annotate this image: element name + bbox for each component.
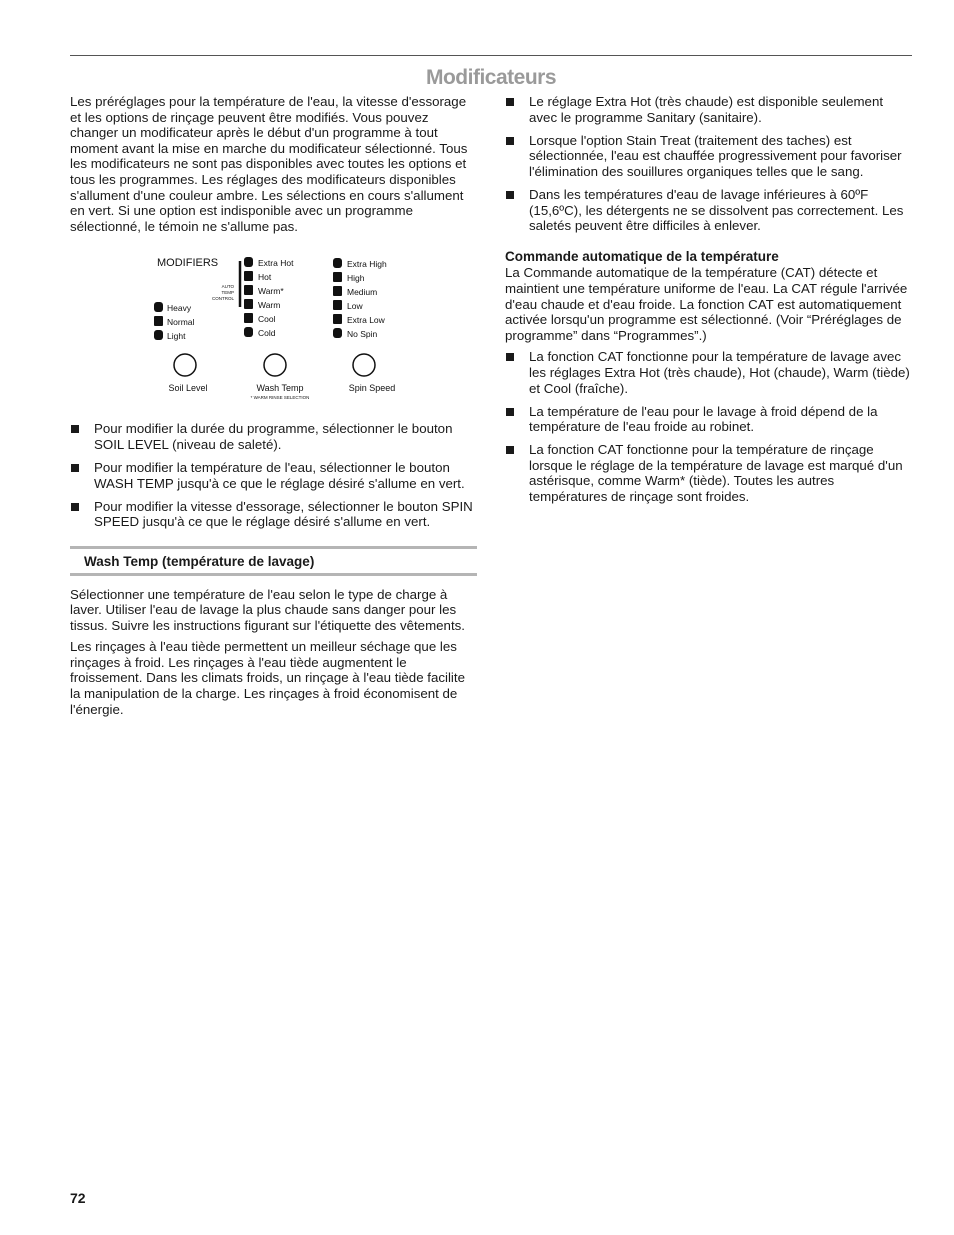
led-spin-medium [333,286,342,296]
bullet-square-icon [506,98,514,106]
led-temp-warm-star [244,285,253,295]
led-temp-cool [244,313,253,323]
temperature-notes-list [505,94,912,234]
soil-option-normal: Normal [167,317,195,328]
list-item: Lorsque l'option Stain Treat (traitement des taches) est sélectionnée, l'eau est chauffée progressivement pour favoriser l'élimination des souillures organiques telles que le sang. [505,133,912,180]
spin-speed-button-icon [353,354,375,376]
led-temp-warm [244,299,253,309]
temp-option-cool: Cool [258,314,276,325]
temp-option-warm-star: Warm* [258,286,284,297]
list-item: Pour modifier la température de l'eau, sélectionner le bouton WASH TEMP jusqu'à ce que le réglage désiré s'allume en vert. [70,460,477,491]
led-soil-light [154,330,163,340]
bullet-square-icon [506,353,514,361]
cat-paragraph: La Commande automatique de la température (CAT) détecte et maintient une température uniforme de l'eau. La CAT régule l'arrivée d'eau chaude et d'eau froide. La fonction CAT est automatiquement activée lorsqu'un programme est sélectionné. (Voir “Préréglages de programme” dans “Programmes”.) [505,265,908,343]
list-item: La température de l'eau pour le lavage à froid dépend de la température de l'eau froide au robinet. [505,404,912,435]
led-temp-hot [244,271,253,281]
bullet-square-icon [506,446,514,454]
led-spin-no-spin [333,328,342,338]
temp-option-cold: Cold [258,328,276,339]
soil-level-button-icon [174,354,196,376]
wash-temp-heading: Wash Temp (température de lavage) [70,546,477,576]
bullet-square-icon [506,408,514,416]
page-number: 72 [70,1190,86,1206]
list-item: Dans les températures d'eau de lavage inférieures à 60ºF (15,6ºC), les détergents ne se dissolvent pas correctement. Les saletés peuvent être difficiles à enlever. [505,187,912,234]
bullet-square-icon [71,425,79,433]
list-item: Le réglage Extra Hot (très chaude) est disponible seulement avec le programme Sanitary (sanitaire). [505,94,912,125]
list-item: Pour modifier la vitesse d'essorage, sélectionner le bouton SPIN SPEED jusqu'à ce que le réglage désiré s'allume en vert. [70,499,477,530]
panel-title: MODIFIERS [157,257,219,270]
top-rule [70,55,912,56]
bullet-square-icon [506,137,514,145]
modifier-bullet-list [70,421,477,530]
wash-temp-paragraph-2: Les rinçages à l'eau tiède permettent un meilleur séchage que les rinçages à froid. Les rinçages à l'eau tiède augmentent le froissement. Dans les climats froids, un rinçage à l'eau tiède facilite la manipulation de la charge. Les rinçages à froid économisent de l'énergie. [70,639,465,717]
led-spin-extra-high [333,258,342,268]
wash-temp-paragraph-1: Sélectionner une température de l'eau selon le type de charge à laver. Utiliser l'eau de lavage la plus chaude sans danger pour les tissus. Suivre les instructions figurant sur l'étiquette des vêtements. [70,586,465,633]
spin-option-extra-high: Extra High [347,259,387,270]
intro-paragraph: Les préréglages pour la température de l'eau, la vitesse d'essorage et les options de rinçage peuvent être modifiés. Vous pouvez changer un modificateur après le début d'un programme à tout moment avant la mise en marche du modificateur sélectionné. Tous les modificateurs ne sont pas disponibles avec toutes les options et tous les programmes. Les réglages des modificateurs disponibles s'allument d'une couleur ambre. Les sélections en cours s'allument en vert. Si une option est indisponible avec un programme sélectionné, le témoin ne s'allume pas. [70,94,468,234]
wash-temp-button-label: Wash Temp [256,383,304,394]
page-title: Modificateurs [425,66,557,89]
led-temp-cold [244,327,253,337]
auto-temp-label-1: AUTO [221,284,234,290]
spin-option-medium: Medium [347,287,378,298]
left-column [70,94,477,723]
bullet-square-icon [506,191,514,199]
temp-option-hot: Hot [258,272,272,283]
temp-option-warm: Warm [258,300,281,311]
soil-option-light: Light [167,331,186,342]
cat-heading: Commande automatique de la température [505,248,779,264]
cat-bullet-list [505,349,912,504]
spin-option-no-spin: No Spin [347,329,378,340]
spin-option-extra-low: Extra Low [347,315,385,326]
spin-speed-button-label: Spin Speed [348,383,396,394]
led-soil-normal [154,316,163,326]
right-column [505,94,912,512]
list-item: La fonction CAT fonctionne pour la température de rinçage lorsque le réglage de la température de lavage est marqué d'un astérisque, comme Warm* (tiède). Toutes les autres températures de rinçage sont froides. [505,442,912,504]
led-spin-extra-low [333,314,342,324]
warm-rinse-footnote: * WARM RINSE SELECTION [250,395,310,401]
soil-option-heavy: Heavy [167,303,192,314]
modifiers-panel-illustration [70,255,477,407]
auto-temp-label-2: TEMP [221,290,234,296]
temp-option-extra-hot: Extra Hot [258,258,294,269]
auto-temp-label-3: CONTROL [211,296,234,302]
led-soil-heavy [154,302,163,312]
spin-option-low: Low [347,301,363,312]
list-item: La fonction CAT fonctionne pour la température de lavage avec les réglages Extra Hot (très chaude), Hot (chaude), Warm (tiède) et Cool (fraîche). [505,349,912,396]
bullet-square-icon [71,503,79,511]
bullet-square-icon [71,464,79,472]
spin-option-high: High [347,273,365,284]
list-item: Pour modifier la durée du programme, sélectionner le bouton SOIL LEVEL (niveau de saleté). [70,421,477,452]
led-spin-low [333,300,342,310]
led-spin-high [333,272,342,282]
soil-level-button-label: Soil Level [168,383,208,394]
wash-temp-button-icon [264,354,286,376]
led-temp-extra-hot [244,257,253,267]
